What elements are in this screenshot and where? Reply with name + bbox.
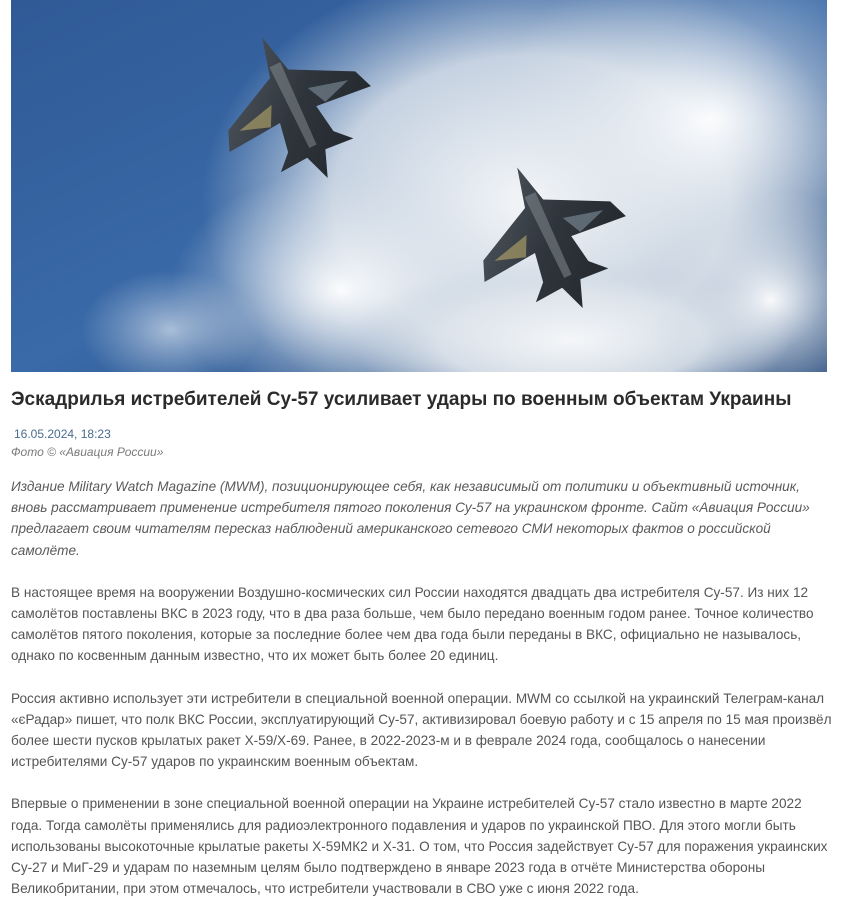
article-body	[11, 476, 833, 911]
article-paragraph: Впервые о применении в зоне специальной военной операции на Украине истребителей Су-57 стало известно в марте 2022 года. Тогда самолёты применялись для радиоэлектронного подавления и ударов по украинской ПВО. Для этого могли быть использованы высокоточные крылатые ракеты Х-59МК2 и Х-31. О том, что Россия задействует Су-57 для поражения украинских Су-27 и МиГ-29 и ударам по наземным целям было подтверждено в январе 2023 года в отчёте Министерства обороны Великобритании, при этом отмечалось, что истребители участвовали в СВО уже с июня 2022 года.	[11, 796, 828, 897]
article-lead-paragraph: Издание Military Watch Magazine (MWM), позиционирующее себя, как независимый от политики и объективный источник, вновь рассматривает применение истребителя пятого поколения Су-57 на украинском фронте. Сайт «Авиация России» предлагает своим читателям пересказ наблюдений американского сетевого СМИ некоторых фактов о российской самолёте.	[11, 479, 810, 558]
publish-date: 16.05.2024, 18:23	[14, 427, 111, 441]
jets-photo	[11, 0, 827, 372]
article-headline: Эскадрилья истребителей Су-57 усиливает удары по военным объектам Украины	[11, 389, 792, 410]
article-paragraph: В настоящее время на вооружении Воздушно-космических сил России находятся двадцать два истребителя Су-57. Из них 12 самолётов поставлены ВКС в 2023 году, что в два раза больше, чем было передано военным годом ранее. Точное количество самолётов пятого поколения, которые за последние более чем два года были переданы в ВКС, официально не называлось, однако по косвенным данным известно, что их может быть более 20 единиц.	[11, 584, 814, 664]
photo-credit: Фото © «Авиация России»	[11, 445, 164, 459]
article-paragraph: Россия активно использует эти истребители в специальной военной операции. MWM со ссылкой на украинский Телеграм-канал «єРадар» пишет, что полк ВКС России, эксплуатирующий Су-57, активизировал боевую работу и с 15 апреля по 15 мая произвёл более шести пусков крылатых ракет Х-59/Х-69. Ранее, в 2022-2023-м и в феврале 2024 года, сообщалось о нанесении истребителями Су-57 ударов по украинским военным объектам.	[11, 690, 832, 770]
article-hero-image	[11, 0, 827, 372]
